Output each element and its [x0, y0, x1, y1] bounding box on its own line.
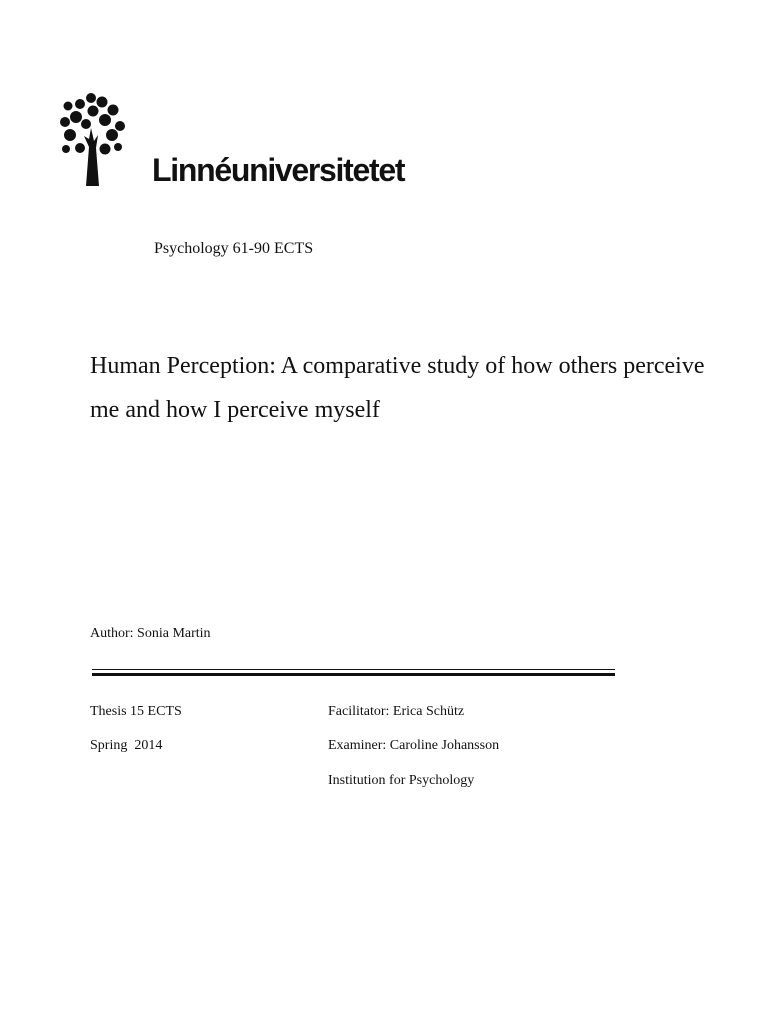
university-wordmark: Linnéuniversitetet [152, 152, 405, 188]
facilitator-line: Facilitator: Erica Schütz [328, 704, 465, 719]
thesis-title: Human Perception: A comparative study of how others perceive me and how I perceive myself [90, 353, 705, 423]
program-label: Psychology 61-90 ECTS [154, 240, 314, 257]
divider-line-thin [92, 669, 615, 670]
examiner-line: Examiner: Caroline Johansson [328, 738, 500, 753]
thesis-term: Spring 2014 [90, 738, 163, 753]
tree-icon [58, 92, 130, 188]
author-line: Author: Sonia Martin [90, 626, 211, 641]
institution-line: Institution for Psychology [328, 773, 475, 788]
thesis-credits: Thesis 15 ECTS [90, 704, 182, 719]
university-logo [58, 92, 438, 192]
divider-line-thick [92, 673, 615, 676]
